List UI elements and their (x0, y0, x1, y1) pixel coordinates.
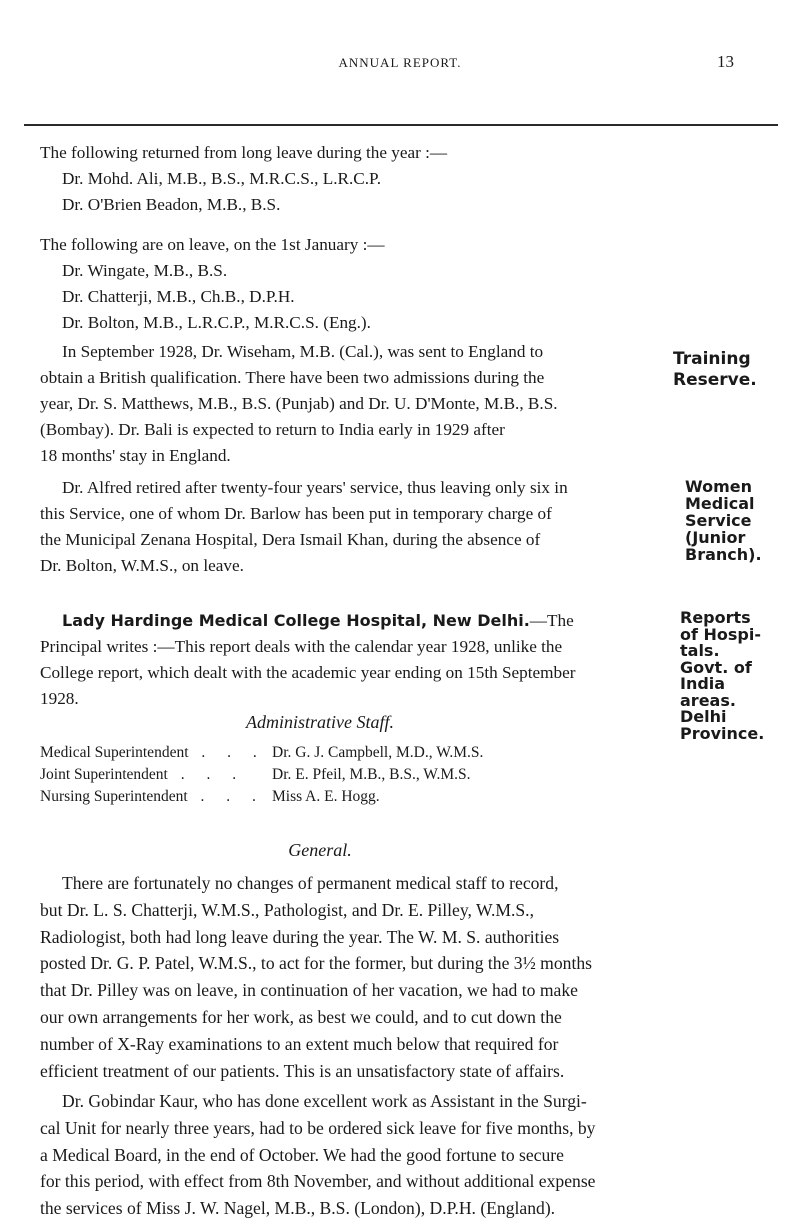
on-leave-name: Dr. Wingate, M.B., B.S. (62, 261, 228, 280)
training-line: year, Dr. S. Matthews, M.B., B.S. (Punjab) and Dr. U. D'Monte, M.B., B.S. (40, 394, 558, 413)
general-line: that Dr. Pilley was on leave, in continuation of her vacation, we had to make (40, 980, 578, 1001)
staff-name: Dr. E. Pfeil, M.B., B.S., W.M.S. (272, 766, 471, 783)
training-paragraph (40, 339, 650, 469)
margin-note-line: areas. (680, 690, 736, 710)
returned-intro: The following returned from long leave during the year :— (40, 143, 448, 162)
returned-name: Dr. O'Brien Beadon, M.B., B.S. (62, 195, 281, 214)
on-leave-name: Dr. Bolton, M.B., L.R.C.P., M.R.C.S. (Eng.). (62, 313, 371, 332)
header-rule (24, 124, 778, 126)
admin-staff-list (40, 742, 600, 808)
women-line: the Municipal Zenana Hospital, Dera Ismail Khan, during the absence of (40, 530, 541, 549)
general-title: General. (288, 840, 352, 860)
women-service-paragraph (40, 475, 660, 579)
general-line: There are fortunately no changes of permanent medical staff to record, (62, 873, 559, 893)
staff-role: Nursing Superintendent (40, 788, 188, 805)
margin-note-line: Service (685, 511, 752, 530)
running-title: ANNUAL REPORT. (338, 55, 462, 70)
margin-note-line: Training (673, 349, 751, 369)
lady-hardinge-line: —The (529, 611, 574, 630)
on-leave-intro: The following are on leave, on the 1st January :— (40, 235, 385, 254)
admin-staff-title: Administrative Staff. (246, 712, 394, 732)
margin-note-line: tals. (680, 641, 720, 660)
margin-note-line: Govt. of (680, 657, 752, 677)
general-paragraph-1 (40, 870, 764, 1084)
page-header (0, 52, 800, 76)
lady-hardinge-line: Principal writes :—This report deals with the calendar year 1928, unlike the (40, 637, 563, 656)
margin-note-line: Reports (680, 608, 751, 627)
staff-row: Nursing Superintendent . . . Miss A. E. Hogg. (40, 786, 600, 808)
women-line: Dr. Alfred retired after twenty-four years' service, thus leaving only six in (62, 478, 568, 497)
staff-name: Dr. G. J. Campbell, M.D., W.M.S. (272, 744, 484, 761)
general-line: efficient treatment of our patients. This is an unsatisfactory state of affairs. (40, 1060, 565, 1081)
lady-hardinge-line: 1928. (40, 689, 79, 708)
general-line: posted Dr. G. P. Patel, W.M.S., to act for the former, but during the 3½ months (40, 953, 592, 974)
margin-note-line: Medical (685, 494, 755, 513)
returned-name: Dr. Mohd. Ali, M.B., B.S., M.R.C.S., L.R.C.P. (62, 169, 382, 188)
staff-row: Medical Superintendent . . . Dr. G. J. Campbell, M.D., W.M.S. (40, 742, 600, 764)
training-line: (Bombay). Dr. Bali is expected to return to India early in 1929 after (40, 420, 505, 439)
training-line: obtain a British qualification. There have been two admissions during the (40, 368, 545, 387)
returned-section (40, 140, 760, 218)
general-line: a Medical Board, in the end of October. We had the good fortune to secure (40, 1144, 564, 1165)
margin-note-line: Delhi (680, 707, 727, 726)
margin-note-reports (680, 610, 788, 742)
staff-name: Miss A. E. Hogg. (272, 788, 380, 805)
staff-row: Joint Superintendent . . . Dr. E. Pfeil, M.B., B.S., W.M.S. (40, 764, 600, 786)
margin-note-training (673, 349, 788, 391)
margin-note-line: (Junior (685, 528, 746, 547)
general-line: but Dr. L. S. Chatterji, W.M.S., Pathologist, and Dr. E. Pilley, W.M.S., (40, 899, 534, 920)
on-leave-name: Dr. Chatterji, M.B., Ch.B., D.P.H. (62, 287, 295, 306)
on-leave-section (40, 232, 760, 336)
margin-note-line: Branch). (685, 545, 762, 564)
general-line: Dr. Gobindar Kaur, who has done excellent work as Assistant in the Surgi- (62, 1091, 587, 1111)
general-paragraph-2 (40, 1088, 764, 1222)
margin-note-women (685, 478, 788, 563)
general-line: cal Unit for nearly three years, had to be ordered sick leave for five months, by (40, 1117, 596, 1138)
margin-note-line: Reserve. (673, 370, 757, 390)
page-number: 13 (717, 52, 734, 71)
women-line: this Service, one of whom Dr. Barlow has been put in temporary charge of (40, 504, 552, 523)
margin-note-line: India (680, 674, 726, 693)
training-line: 18 months' stay in England. (40, 446, 231, 465)
margin-note-line: Women (685, 477, 752, 496)
lady-hardinge-paragraph (40, 608, 665, 712)
general-line: the services of Miss J. W. Nagel, M.B., B.S. (London), D.P.H. (England). (40, 1198, 556, 1219)
training-line: In September 1928, Dr. Wiseham, M.B. (Cal.), was sent to England to (62, 342, 544, 361)
staff-role: Joint Superintendent (40, 766, 168, 783)
staff-role: Medical Superintendent (40, 744, 189, 761)
general-line: Radiologist, both had long leave during the year. The W. M. S. authorities (40, 926, 560, 947)
general-line: our own arrangements for her work, as best we could, and to cut down the (40, 1006, 562, 1027)
lady-hardinge-line: College report, which dealt with the academic year ending on 15th September (40, 663, 576, 682)
margin-note-line: Province. (680, 723, 765, 743)
general-line: for this period, with effect from 8th November, and without additional expense (40, 1171, 596, 1192)
general-line: number of X-Ray examinations to an extent much below that required for (40, 1033, 559, 1054)
margin-note-line: of Hospi- (680, 624, 762, 644)
lady-hardinge-heading: Lady Hardinge Medical College Hospital, New Delhi. (62, 611, 530, 630)
women-line: Dr. Bolton, W.M.S., on leave. (40, 556, 244, 575)
